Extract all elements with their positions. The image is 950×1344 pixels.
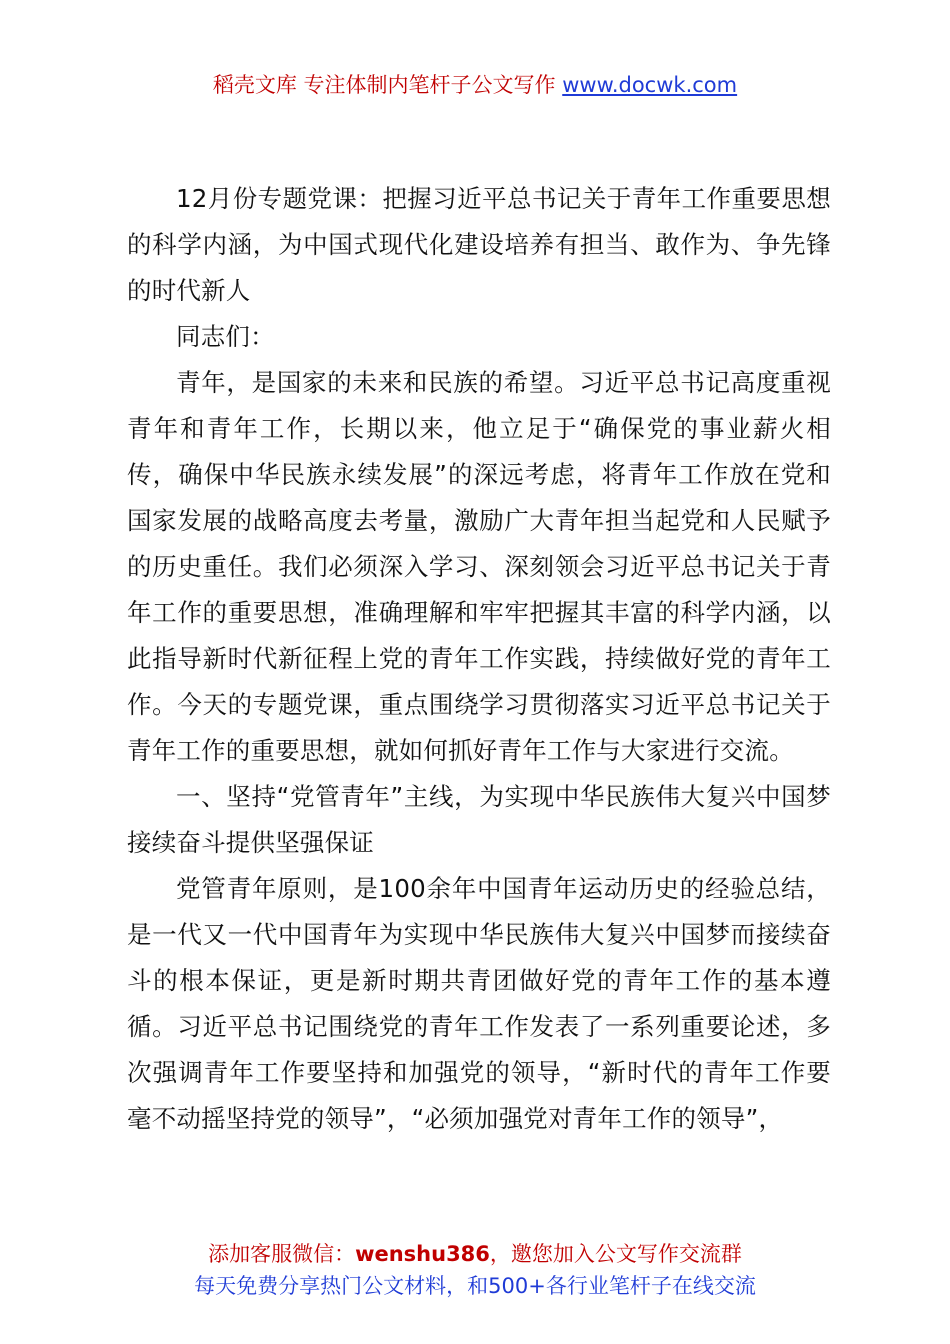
paragraph-intro: 青年，是国家的未来和民族的希望。习近平总书记高度重视青年和青年工作，长期以来，他立足于“确保党的事业薪火相传，确保中华民族永续发展”的深远考虑，将青年工作放在党和国家发展的战略高度去考量，激励广大青年担当起党和人民赋予的历史重任。我们必须深入学习、深刻领会习近平总书记关于青年工作的重要思想，准确理解和牢牢把握其丰富的科学内涵，以此指导新时代新征程上党的青年工作实践，持续做好党的青年工作。今天的专题党课，重点围绕学习贯彻落实习近平总书记关于青年工作的重要思想，就如何抓好青年工作与大家进行交流。 <box>127 368 831 765</box>
footer-wechat-id: wenshu386 <box>355 1242 490 1266</box>
salutation: 同志们： <box>176 322 275 351</box>
header-brand: 稻壳文库 专注体制内笔杆子公文写作 <box>212 73 563 97</box>
document-body <box>127 176 831 1142</box>
section-heading-1: 一、坚持“党管青年”主线，为实现中华民族伟大复兴中国梦接续奋斗提供坚强保证 <box>127 782 831 857</box>
paragraph-section-1: 党管青年原则，是100余年中国青年运动历史的经验总结，是一代又一代中国青年为实现中华民族伟大复兴中国梦而接续奋斗的根本保证，更是新时期共青团做好党的青年工作的基本遵循。习近平总书记围绕党的青年工作发表了一系列重要论述，多次强调青年工作要坚持和加强党的领导，“新时代的青年工作要毫不动摇坚持党的领导”，“必须加强党对青年工作的领导”， <box>127 874 831 1133</box>
header-site-link[interactable]: www.docwk.com <box>562 73 738 97</box>
footer-wechat-suffix: ，邀您加入公文写作交流群 <box>489 1242 742 1266</box>
footer-line-wechat <box>0 1238 950 1270</box>
page-header <box>0 70 950 100</box>
footer-line-share: 每天免费分享热门公文材料，和500+各行业笔杆子在线交流 <box>194 1274 756 1298</box>
document-title: 12月份专题党课：把握习近平总书记关于青年工作重要思想的科学内涵，为中国式现代化建设培养有担当、敢作为、争先锋的时代新人 <box>127 184 831 305</box>
footer-wechat-prefix: 添加客服微信： <box>208 1242 356 1266</box>
page-footer <box>0 1238 950 1302</box>
